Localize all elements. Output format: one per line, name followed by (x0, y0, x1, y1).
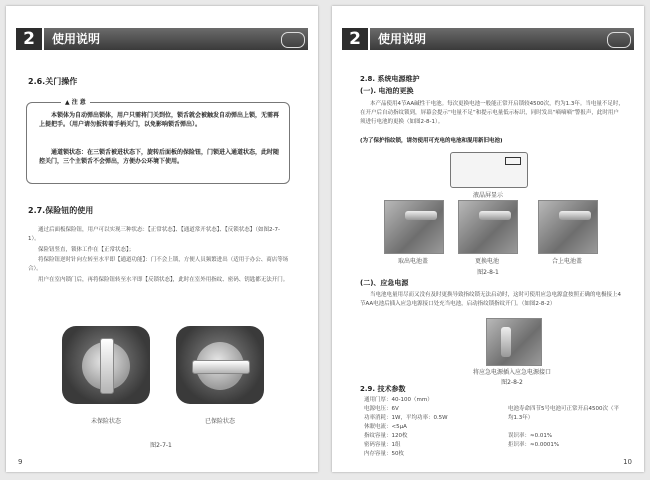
spec-item: 指纹容量：120枚 (364, 433, 408, 439)
spec-item: 误识率：≈0.01% (508, 433, 553, 439)
photo-remove-cover (384, 200, 444, 254)
lock-handle (479, 211, 511, 220)
section-2-8-title: 2.8. 系统电源维护 (360, 75, 420, 83)
photo-caption-3: 合上电池盖 (551, 258, 582, 265)
lcd-screen-photo (450, 152, 528, 188)
lcd-caption: 液晶屏显示 (472, 192, 503, 199)
note-paragraph-2: 通道锁状态：在三锁舌被进状态下，旋转后面板的保险钮，门锁进入通道状态，此时随控关门，三个主锁舌不会弹出，方便办公环境下使用。 (39, 149, 280, 165)
spec-item: 电源电压：6V (364, 406, 399, 412)
para-2-7-d: 用户在室内锁门后，再将保险钮转至水平即【反锁状态】，此时在室外用指纹、密码、钥匙都无法开门。 (38, 277, 289, 283)
note-paragraph-1: 本锁体为自动弹出锁体，用户只需将门关到位，锁舌就会被触发自动弹出上锁，无需再上提把手。（用户请勿扳转着手柄关门，以免影响锁舌弹出）。 (39, 112, 280, 128)
page-number: 9 (18, 458, 23, 466)
spec-item: 电池寿命四节5号电池可正常开启4500次（平均1.3年） (508, 406, 619, 421)
specs-left (364, 396, 504, 459)
battery-low-icon (505, 157, 521, 165)
emergency-caption: 将应急电源插入应急电源接口 (472, 369, 551, 376)
header-ornament-icon (607, 32, 631, 48)
specs-right (508, 405, 624, 450)
chapter-title: 使用说明 (370, 28, 634, 50)
caption-unlocked: 未保险状态 (90, 418, 121, 425)
figure-label-2-8-1: 图2-8-1 (477, 269, 499, 276)
header-ornament-icon (281, 32, 305, 48)
spec-item: 拒识率：≈0.0001% (508, 442, 560, 448)
section-2-6-title: 2.6.关门操作 (28, 77, 78, 86)
knob-handle-vertical (100, 338, 114, 394)
chapter-title: 使用说明 (44, 28, 308, 50)
warning-icon: ▲ (65, 99, 70, 106)
photo-emergency-power (486, 318, 542, 366)
lock-handle (559, 211, 591, 220)
knob-handle-horizontal (192, 360, 250, 374)
subsection-emergency: (二)、应急电源 (360, 279, 409, 287)
spec-item: 功率消耗：1W，平均功率：0.5W (364, 415, 448, 421)
subsection-battery: (一). 电池的更换 (360, 87, 414, 95)
spec-item: 休眠电流：<5μA (364, 424, 407, 430)
left-page (6, 6, 318, 472)
knob-unlocked-photo (62, 326, 150, 404)
para-emergency: 当电池电量用尽而又没有及时更换导致指纹锁无法启动时，这时可使用应急电源盒按照正确的电极接上4节AA电池后插入应急电源接口处充当电池，启动指纹锁指纹开门。（如图2-8-2） (360, 292, 622, 307)
photo-replace-battery (458, 200, 518, 254)
para-battery: 本产品使用4节AA碱性干电池。每次更换电池一般能正常开启锁较4500次，约为1.3年。当电量不足时，在开户后自动指纹锁到，屏幕会提示“电量不足”和提示电量低示标识，同时发出“嘀嘀嘀”警报声，此时用户须进行电池的更换（如图2-8-1）。 (360, 101, 624, 125)
right-page (332, 6, 644, 472)
para-2-7-c: 将保险钮逆时针向左转至水平即【通道功能】：门不会上锁，方便人员频繁进出（适用于办公、商店等场合）。 (28, 257, 289, 272)
spec-item: 内存容量：50枚 (364, 451, 404, 457)
photo-caption-1: 取出电池盖 (397, 258, 428, 265)
note-box (26, 99, 290, 184)
figure-label-2-8-2: 图2-8-2 (501, 379, 523, 386)
caption-locked: 已保险状态 (204, 418, 235, 425)
lock-panel (501, 327, 511, 357)
para-battery-warning: (为了保护指纹锁，请勿使用可充电的电池和混用新旧电池) (360, 138, 503, 144)
photo-caption-2: 更换电池 (474, 258, 499, 265)
para-2-7-b: 保险钮竖直，锁体工作在【正常状态】； (38, 247, 135, 253)
section-2-7-title: 2.7.保险钮的使用 (28, 206, 94, 215)
note-header (61, 97, 90, 106)
chapter-number: 2 (342, 28, 368, 50)
knob-locked-photo (176, 326, 264, 404)
note-label: 注 意 (71, 99, 86, 106)
spec-item: 通用门厚：40-100（mm） (364, 397, 433, 403)
photo-close-cover (538, 200, 598, 254)
page-number: 10 (623, 458, 632, 466)
left-header (16, 28, 308, 50)
section-2-9-title: 2.9. 技术参数 (360, 385, 406, 393)
spec-item: 密码容量：1组 (364, 442, 401, 448)
lock-handle (405, 211, 437, 220)
figure-label: 图2-7-1 (150, 442, 172, 449)
chapter-number: 2 (16, 28, 42, 50)
right-header (342, 28, 634, 50)
para-2-7-a: 通过后面板保险钮，用户可以实现三种状态：【正常状态】、【通道常开状态】、【反锁状态】（如图2-7-1）。 (28, 227, 280, 242)
